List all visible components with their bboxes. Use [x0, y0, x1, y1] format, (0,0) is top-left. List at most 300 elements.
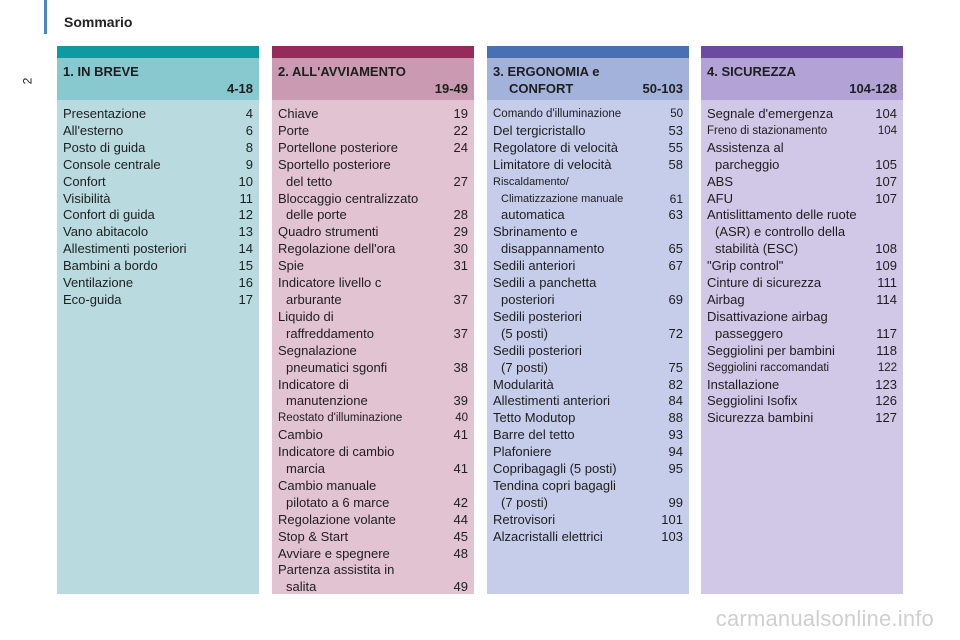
toc-entry-page: 50 [670, 108, 683, 120]
toc-entry-label-line: Confort [63, 173, 106, 189]
toc-entry-label [63, 292, 235, 309]
toc-entry[interactable] [278, 241, 468, 258]
toc-entry-label-line: Regolazione volante [278, 511, 396, 527]
toc-list [57, 100, 259, 309]
toc-entry[interactable] [493, 157, 683, 174]
toc-entry-label-line: Indicatore livello c [278, 275, 382, 291]
toc-entry[interactable] [278, 562, 468, 596]
section-title: 3. ERGONOMIA e [493, 64, 600, 79]
toc-entry-label-line: Avviare e spegnere [278, 545, 390, 561]
toc-entry-label-line: Plafoniere [493, 444, 552, 460]
toc-entry-label-line: Stop & Start [278, 528, 349, 544]
toc-entry-label [278, 140, 450, 157]
toc-entry-label [493, 207, 665, 224]
toc-entry[interactable] [63, 106, 253, 123]
toc-entry[interactable] [493, 478, 683, 512]
toc-entry-page: 39 [453, 393, 468, 409]
toc-entry-label-line: Sportello posteriore [278, 156, 391, 172]
toc-entry-page: 103 [661, 528, 683, 544]
toc-entry-label [278, 343, 450, 377]
toc-entry-label-line: pilotato a 6 marce [286, 494, 390, 510]
toc-entry-label [63, 258, 235, 275]
toc-entry-label [278, 529, 450, 546]
toc-entry-label-line: ABS [707, 173, 734, 189]
toc-entry-page: 126 [875, 393, 897, 409]
toc-entry-page: 104 [875, 106, 897, 121]
toc-entry[interactable] [493, 207, 683, 224]
toc-entry-label-line: Installazione [707, 376, 780, 392]
toc-entry-page: 118 [876, 342, 897, 358]
section-title: 4. SICUREZZA [707, 64, 796, 79]
section-color-bar [57, 46, 259, 58]
toc-entry-label-line: Regolazione dell'ora [278, 241, 396, 257]
toc-entry[interactable] [493, 224, 683, 258]
toc-entry-label-line: Liquido di [278, 308, 334, 324]
toc-entry-label [63, 191, 236, 208]
toc-entry[interactable] [493, 258, 683, 275]
toc-entry-label-line: Retrovisori [493, 511, 556, 527]
toc-entry-label-line: pneumatici sgonfi [286, 359, 388, 375]
toc-entry-label-line: Sedili a panchetta [493, 275, 597, 291]
toc-entry-label [707, 140, 871, 174]
toc-entry-page: 84 [668, 393, 683, 409]
toc-entry[interactable] [493, 174, 683, 191]
section-header [57, 58, 259, 100]
toc-entry-page: 114 [876, 291, 897, 307]
toc-entry[interactable] [707, 174, 897, 191]
toc-entry-label-line: Bloccaggio centralizzato [278, 190, 419, 206]
toc-entry-label-line: AFU [707, 190, 733, 206]
toc-entry[interactable] [278, 309, 468, 343]
toc-entry-label-line: del tetto [286, 173, 333, 189]
toc-entry-page: 65 [668, 241, 683, 257]
toc-entry-label [493, 393, 665, 410]
toc-entry[interactable] [707, 123, 897, 140]
toc-entry-page: 9 [245, 156, 253, 172]
toc-entry-label-line: posteriori [501, 291, 555, 307]
toc-entry-label-line: Segnale d'emergenza [707, 106, 834, 121]
toc-entry-label-line: Eco-guida [63, 291, 122, 307]
toc-entry[interactable] [707, 258, 897, 275]
toc-entry-label [707, 393, 871, 410]
toc-entry-page: 37 [453, 325, 468, 341]
toc-entry-label-line: Console centrale [63, 156, 161, 172]
toc-entry-label [707, 343, 872, 360]
toc-entry[interactable] [493, 444, 683, 461]
toc-entry-label-line: Copribagagli (5 posti) [493, 461, 617, 477]
section-header [701, 58, 903, 100]
toc-entry-label [278, 224, 450, 241]
toc-entry-label [278, 410, 451, 427]
toc-entry-label [707, 377, 871, 394]
section-header [272, 58, 474, 100]
toc-entry-label [493, 444, 665, 461]
section-body [57, 100, 259, 594]
toc-entry-label-line: salita [286, 579, 317, 595]
toc-entry-label-line: Presentazione [63, 106, 147, 121]
toc-entry-label-line: Comando d'illuminazione [493, 108, 622, 120]
section-title: 2. ALL'AVVIAMENTO [278, 64, 406, 79]
toc-entry[interactable] [707, 191, 897, 208]
toc-entry[interactable] [707, 360, 897, 377]
toc-entry[interactable] [278, 377, 468, 411]
toc-entry[interactable] [278, 157, 468, 191]
toc-entry-label-line: Seggiolini per bambini [707, 342, 835, 358]
section-body [487, 100, 689, 594]
toc-entry-page: 93 [668, 427, 683, 443]
toc-entry-page: 22 [453, 122, 468, 138]
toc-entry[interactable] [493, 140, 683, 157]
section-body [272, 100, 474, 594]
toc-entry-page: 8 [245, 139, 253, 155]
toc-list [701, 100, 903, 427]
toc-entry-label-line: Cinture di sicurezza [707, 275, 822, 291]
toc-entry-label [493, 123, 665, 140]
toc-entry-page: 94 [668, 444, 683, 460]
toc-entry-page: 15 [238, 258, 253, 274]
toc-entry[interactable] [707, 393, 897, 410]
toc-entry-label-line: Modularità [493, 376, 554, 392]
toc-entry-label [278, 275, 450, 309]
toc-entry[interactable] [63, 258, 253, 275]
toc-entry-label-line: Disattivazione airbag [707, 308, 828, 324]
toc-entry-label-line: Regolatore di velocità [493, 139, 619, 155]
toc-entry[interactable] [278, 478, 468, 512]
toc-entry-label-line: Sedili posteriori [493, 308, 582, 324]
toc-entry-label-line: Del tergicristallo [493, 122, 586, 138]
toc-entry-label-line: Seggiolini Isofix [707, 393, 798, 409]
toc-entry-page: 16 [238, 275, 253, 291]
toc-entry[interactable] [493, 461, 683, 478]
toc-list [487, 100, 689, 546]
toc-entry-label [707, 360, 874, 377]
toc-entry-label [707, 191, 871, 208]
toc-entry-page: 107 [875, 190, 897, 206]
toc-entry-page: 101 [661, 511, 683, 527]
toc-list [272, 100, 474, 596]
toc-entry-page: 105 [875, 156, 897, 172]
section-page-range: 19-49 [434, 81, 468, 96]
toc-entry[interactable] [63, 224, 253, 241]
toc-entry[interactable] [63, 157, 253, 174]
toc-entry-label-line: Cambio [278, 427, 323, 443]
toc-entry[interactable] [278, 224, 468, 241]
toc-entry[interactable] [707, 377, 897, 394]
toc-entry-page: 29 [453, 224, 468, 240]
toc-entry-page: 38 [453, 359, 468, 375]
section-column-in-breve [57, 46, 259, 594]
toc-entry-label-line: Visibilità [63, 190, 111, 206]
toc-entry-page: 55 [668, 139, 683, 155]
toc-entry-label [493, 512, 657, 529]
toc-entry-label [278, 123, 450, 140]
page-number: 2 [20, 77, 35, 85]
section-page-range: 50-103 [642, 81, 683, 96]
toc-entry-label [493, 478, 665, 512]
toc-entry[interactable] [278, 343, 468, 377]
toc-entry[interactable] [493, 309, 683, 343]
toc-entry[interactable] [493, 377, 683, 394]
toc-entry-label-line: Bambini a bordo [63, 258, 158, 274]
toc-entry-page: 6 [245, 122, 253, 138]
toc-entry[interactable] [278, 512, 468, 529]
toc-entry-label-line: passeggero [715, 325, 783, 341]
toc-entry[interactable] [278, 258, 468, 275]
toc-entry-label-line: Assistenza al [707, 139, 784, 155]
toc-entry-label [493, 377, 665, 394]
toc-entry[interactable] [278, 427, 468, 444]
section-column-ergonomia-confort [487, 46, 689, 594]
toc-entry-label [278, 377, 450, 411]
toc-entry-label-line: Airbag [707, 291, 745, 307]
toc-entry-label-line: Reostato d'illuminazione [278, 412, 403, 425]
toc-entry-page: 122 [877, 361, 897, 374]
toc-entry-page: 72 [668, 325, 683, 341]
toc-entry-page: 30 [453, 241, 468, 257]
toc-entry[interactable] [493, 529, 683, 546]
toc-entry[interactable] [63, 292, 253, 309]
toc-entry-page: 13 [238, 224, 253, 240]
toc-entry-page: 104 [877, 124, 897, 137]
toc-entry-label [493, 106, 666, 123]
toc-entry[interactable] [63, 140, 253, 157]
toc-entry-label [707, 106, 871, 123]
toc-entry-label [63, 241, 235, 258]
toc-entry-label [707, 207, 871, 258]
toc-entry[interactable] [493, 123, 683, 140]
section-color-bar [272, 46, 474, 58]
toc-entry-page: 99 [668, 494, 683, 510]
toc-entry-page: 108 [875, 241, 897, 257]
toc-entry-label-line: manutenzione [286, 393, 368, 409]
toc-entry-label [278, 562, 450, 596]
toc-entry-label [63, 207, 235, 224]
toc-entry-label [278, 546, 450, 563]
toc-entry-label [493, 157, 665, 174]
toc-entry-page: 27 [453, 173, 468, 189]
toc-entry-label-line: Riscaldamento/ [493, 175, 569, 188]
toc-entry[interactable] [278, 529, 468, 546]
toc-entry[interactable] [493, 191, 683, 208]
section-column-sicurezza [701, 46, 903, 594]
toc-entry-page: 11 [239, 190, 253, 206]
toc-entry-label-line: Sicurezza bambini [707, 410, 814, 426]
toc-entry-label [63, 123, 242, 140]
toc-entry-label-line: marcia [286, 461, 326, 477]
toc-entry-label-line: (5 posti) [501, 325, 548, 341]
toc-entry[interactable] [707, 309, 897, 343]
toc-entry-page: 40 [455, 412, 468, 425]
toc-entry-page: 82 [668, 376, 683, 392]
toc-entry-page: 117 [876, 325, 897, 341]
toc-entry[interactable] [278, 191, 468, 225]
toc-entry-label [63, 157, 242, 174]
toc-entry[interactable] [707, 410, 897, 427]
toc-entry-page: 45 [453, 528, 468, 544]
toc-entry-label [278, 512, 450, 529]
toc-entry-page: 44 [453, 511, 468, 527]
toc-entry-page: 111 [877, 275, 897, 291]
toc-entry-label-line: Seggiolini raccomandati [707, 361, 830, 374]
toc-entry-label-line: Cambio manuale [278, 477, 377, 493]
toc-entry-label [63, 174, 235, 191]
toc-entry-label [707, 309, 872, 343]
toc-entry[interactable] [493, 512, 683, 529]
toc-entry[interactable] [278, 123, 468, 140]
toc-entry[interactable] [63, 191, 253, 208]
toc-entry[interactable] [707, 106, 897, 123]
toc-entry[interactable] [278, 140, 468, 157]
toc-entry[interactable] [493, 427, 683, 444]
toc-entry-label [278, 478, 450, 512]
toc-entry-label-line: Antislittamento delle ruote [707, 207, 857, 223]
toc-entry[interactable] [63, 275, 253, 292]
section-page-range: 4-18 [226, 81, 253, 96]
toc-entry[interactable] [707, 275, 897, 292]
toc-entry-label [493, 309, 665, 343]
toc-entry-label [707, 174, 871, 191]
toc-entry-page: 14 [238, 241, 253, 257]
toc-entry[interactable] [63, 207, 253, 224]
toc-entry[interactable] [493, 393, 683, 410]
toc-entry-page: 24 [453, 139, 468, 155]
toc-entry-page: 107 [875, 173, 897, 189]
toc-entry-label [493, 410, 665, 427]
section-body [701, 100, 903, 594]
toc-entry-page: 61 [669, 191, 683, 206]
toc-entry-page: 10 [238, 173, 253, 189]
toc-entry-page: 42 [453, 494, 468, 510]
toc-entry[interactable] [493, 410, 683, 427]
toc-entry-label [493, 191, 666, 208]
toc-entry-label-line: Chiave [278, 106, 319, 121]
toc-entry-label-line: raffreddamento [286, 325, 374, 341]
toc-entry[interactable] [63, 241, 253, 258]
toc-entry-label-line: Allestimenti anteriori [493, 393, 611, 409]
toc-entry-label [63, 275, 235, 292]
toc-entry[interactable] [707, 292, 897, 309]
toc-entry-label-line: Sbrinamento e [493, 224, 578, 240]
toc-entry-label-line: Climatizzazione manuale [501, 192, 624, 205]
toc-entry[interactable] [278, 546, 468, 563]
section-header [487, 58, 689, 100]
toc-entry-label-line: disappannamento [501, 241, 605, 257]
toc-entry[interactable] [278, 275, 468, 309]
page-title: Sommario [64, 14, 133, 30]
toc-entry-label [707, 275, 873, 292]
toc-entry-label [493, 461, 665, 478]
toc-entry-label-line: Segnalazione [278, 342, 357, 358]
toc-entry-label [278, 241, 450, 258]
toc-entry-label [493, 275, 665, 309]
section-column-all-avviamento [272, 46, 474, 594]
toc-entry[interactable] [278, 106, 468, 123]
toc-entry-page: 95 [668, 461, 683, 477]
toc-entry-label [278, 309, 450, 343]
toc-entry[interactable] [278, 410, 468, 427]
toc-entry-label-line: Posto di guida [63, 139, 146, 155]
toc-entry[interactable] [63, 123, 253, 140]
toc-entry-label-line: Freno di stazionamento [707, 124, 828, 137]
toc-entry-page: 123 [875, 376, 897, 392]
toc-entry-label-line: Alzacristalli elettrici [493, 528, 603, 544]
section-title-line2: CONFORT [509, 81, 574, 96]
toc-entry-label [278, 157, 450, 191]
toc-entry-label-line: (ASR) e controllo della [715, 224, 846, 240]
toc-entry-label [707, 410, 871, 427]
toc-entry-label [493, 529, 657, 546]
toc-entry-label [63, 140, 242, 157]
toc-entry-page: 49 [453, 579, 468, 595]
section-page-range: 104-128 [849, 81, 897, 96]
toc-entry[interactable] [63, 174, 253, 191]
toc-entry-page: 63 [668, 207, 683, 223]
toc-entry[interactable] [493, 343, 683, 377]
toc-entry[interactable] [493, 106, 683, 123]
toc-entry[interactable] [493, 275, 683, 309]
toc-entry-page: 31 [453, 258, 468, 274]
toc-entry-label-line: Tendina copri bagagli [493, 477, 616, 493]
toc-entry-label-line: All'esterno [63, 122, 124, 138]
toc-entry-page: 88 [668, 410, 683, 426]
toc-entry[interactable] [707, 343, 897, 360]
toc-entry-page: 37 [453, 291, 468, 307]
toc-entry[interactable] [278, 444, 468, 478]
toc-entry-page: 48 [453, 545, 468, 561]
toc-entry-label-line: Limitatore di velocità [493, 156, 612, 172]
toc-entry-label [63, 224, 235, 241]
toc-entry-label-line: parcheggio [715, 156, 780, 172]
toc-entry-label [278, 191, 450, 225]
toc-entry-label [493, 174, 679, 191]
toc-entry-label-line: Sedili posteriori [493, 342, 582, 358]
toc-entry-label-line: Confort di guida [63, 207, 155, 223]
watermark-text: carmanualsonline.info [715, 606, 934, 631]
toc-entry-label [278, 444, 450, 478]
toc-entry-label [493, 258, 665, 275]
toc-entry-label-line: Indicatore di cambio [278, 444, 395, 460]
toc-entry-label [493, 427, 665, 444]
toc-entry-label-line: (7 posti) [501, 494, 548, 510]
toc-entry-label-line: Vano abitacolo [63, 224, 149, 240]
toc-entry-label [493, 140, 665, 157]
toc-entry-label-line: Portellone posteriore [278, 139, 398, 155]
toc-entry-label [278, 427, 450, 444]
toc-entry-page: 28 [453, 207, 468, 223]
margin-rule [44, 0, 47, 34]
toc-entry-label-line: Barre del tetto [493, 427, 575, 443]
section-color-bar [487, 46, 689, 58]
toc-entry-page: 58 [668, 156, 683, 172]
toc-entry-page: 75 [668, 359, 683, 375]
toc-entry-label-line: Tetto Modutop [493, 410, 576, 426]
toc-entry[interactable] [707, 140, 897, 174]
toc-entry-page: 12 [238, 207, 253, 223]
toc-entry-page: 41 [453, 461, 468, 477]
toc-entry-page: 109 [875, 258, 897, 274]
toc-entry-page: 69 [668, 291, 683, 307]
toc-entry-page: 4 [245, 106, 253, 121]
toc-entry[interactable] [707, 207, 897, 258]
toc-entry-label-line: Ventilazione [63, 275, 134, 291]
toc-entry-label [707, 123, 874, 140]
toc-entry-label-line: Partenza assistita in [278, 562, 395, 578]
toc-entry-label-line: Quadro strumenti [278, 224, 379, 240]
toc-entry-label-line: "Grip control" [707, 258, 784, 274]
toc-entry-page: 67 [668, 258, 683, 274]
toc-entry-label-line: arburante [286, 291, 342, 307]
toc-entry-page: 53 [668, 122, 683, 138]
